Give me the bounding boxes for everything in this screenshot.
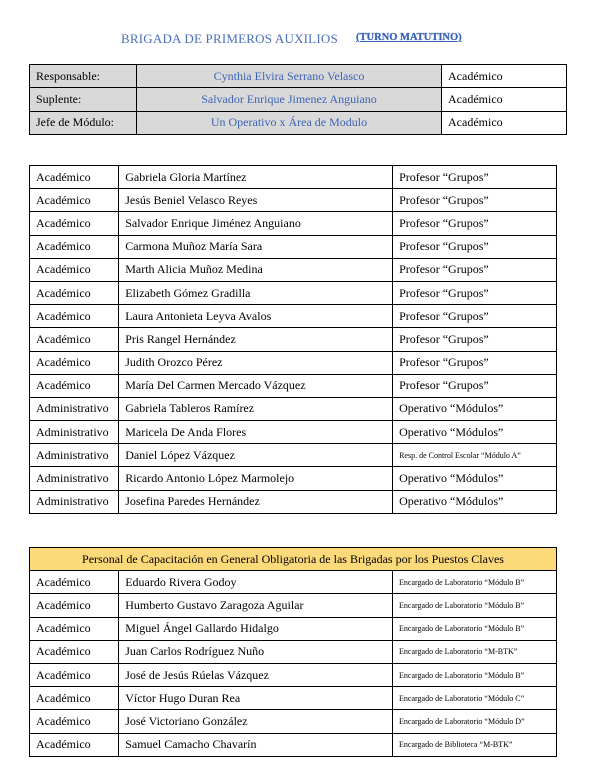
member-name: Laura Antonieta Leyva Avalos xyxy=(119,305,393,328)
training-name: José Victoriano González xyxy=(119,710,393,733)
training-header-row xyxy=(30,548,557,571)
member-row xyxy=(30,397,557,420)
training-area: Académico xyxy=(30,640,119,663)
training-post: Encargado de Biblioteca “M-BTK” xyxy=(393,733,557,756)
brigade-title: BRIGADA DE PRIMEROS AUXILIOS xyxy=(121,31,338,46)
training-name: Miguel Ángel Gallardo Hidalgo xyxy=(119,617,393,640)
member-row xyxy=(30,235,557,258)
leader-area: Académico xyxy=(442,111,567,134)
training-row xyxy=(30,571,557,594)
leader-area: Académico xyxy=(442,88,567,111)
member-name: Elizabeth Gómez Gradilla xyxy=(119,281,393,304)
leaders-table xyxy=(29,64,567,135)
training-row xyxy=(30,710,557,733)
training-post: Encargado de Laboratorio “Módulo C” xyxy=(393,687,557,710)
leader-role: Jefe de Módulo: xyxy=(30,111,137,134)
member-name: Jesús Beniel Velasco Reyes xyxy=(119,189,393,212)
leader-row xyxy=(30,88,567,111)
training-row xyxy=(30,594,557,617)
member-name: Carmona Muñoz María Sara xyxy=(119,235,393,258)
member-post: Operativo “Módulos” xyxy=(393,397,557,420)
member-row xyxy=(30,374,557,397)
member-post: Resp. de Control Escolar “Módulo A” xyxy=(393,444,557,467)
member-name: Daniel López Vázquez xyxy=(119,444,393,467)
document-title xyxy=(0,31,591,49)
member-area: Académico xyxy=(30,258,119,281)
training-post: Encargado de Laboratorio “Módulo B” xyxy=(393,663,557,686)
member-row xyxy=(30,166,557,189)
member-area: Académico xyxy=(30,212,119,235)
member-name: Josefina Paredes Hernández xyxy=(119,490,393,513)
training-header: Personal de Capacitación en General Obligatoria de las Brigadas por los Puestos Claves xyxy=(30,548,557,571)
training-name: Víctor Hugo Duran Rea xyxy=(119,687,393,710)
member-post: Operativo “Módulos” xyxy=(393,467,557,490)
member-name: Gabriela Tableros Ramírez xyxy=(119,397,393,420)
member-area: Administrativo xyxy=(30,397,119,420)
member-area: Administrativo xyxy=(30,467,119,490)
member-row xyxy=(30,305,557,328)
training-row xyxy=(30,687,557,710)
training-area: Académico xyxy=(30,687,119,710)
member-name: Ricardo Antonio López Marmolejo xyxy=(119,467,393,490)
member-post: Profesor “Grupos” xyxy=(393,189,557,212)
leader-name: Cynthia Elvira Serrano Velasco xyxy=(137,65,442,88)
member-post: Operativo “Módulos” xyxy=(393,421,557,444)
training-row xyxy=(30,640,557,663)
member-name: Gabriela Gloria Martínez xyxy=(119,166,393,189)
member-post: Profesor “Grupos” xyxy=(393,212,557,235)
training-table xyxy=(29,547,557,757)
training-area: Académico xyxy=(30,571,119,594)
leader-row xyxy=(30,111,567,134)
leader-role: Suplente: xyxy=(30,88,137,111)
member-name: Salvador Enrique Jiménez Anguiano xyxy=(119,212,393,235)
training-area: Académico xyxy=(30,663,119,686)
member-area: Administrativo xyxy=(30,490,119,513)
training-name: Eduardo Rivera Godoy xyxy=(119,571,393,594)
member-name: Maricela De Anda Flores xyxy=(119,421,393,444)
member-area: Administrativo xyxy=(30,444,119,467)
leader-row xyxy=(30,65,567,88)
training-name: Samuel Camacho Chavarín xyxy=(119,733,393,756)
member-area: Académico xyxy=(30,281,119,304)
member-post: Operativo “Módulos” xyxy=(393,490,557,513)
leader-name: Salvador Enrique Jimenez Anguiano xyxy=(137,88,442,111)
member-area: Académico xyxy=(30,189,119,212)
member-name: María Del Carmen Mercado Vázquez xyxy=(119,374,393,397)
training-row xyxy=(30,733,557,756)
member-post: Profesor “Grupos” xyxy=(393,235,557,258)
member-post: Profesor “Grupos” xyxy=(393,305,557,328)
member-post: Profesor “Grupos” xyxy=(393,374,557,397)
member-area: Académico xyxy=(30,235,119,258)
member-row xyxy=(30,328,557,351)
member-row xyxy=(30,421,557,444)
member-post: Profesor “Grupos” xyxy=(393,328,557,351)
member-post: Profesor “Grupos” xyxy=(393,281,557,304)
training-name: Juan Carlos Rodríguez Nuño xyxy=(119,640,393,663)
training-area: Académico xyxy=(30,594,119,617)
member-row xyxy=(30,281,557,304)
member-area: Académico xyxy=(30,374,119,397)
member-name: Marth Alicia Muñoz Medina xyxy=(119,258,393,281)
member-area: Académico xyxy=(30,351,119,374)
member-row xyxy=(30,444,557,467)
training-post: Encargado de Laboratorio “Módulo B” xyxy=(393,594,557,617)
member-row xyxy=(30,490,557,513)
training-row xyxy=(30,617,557,640)
member-post: Profesor “Grupos” xyxy=(393,166,557,189)
member-row xyxy=(30,467,557,490)
training-name: Humberto Gustavo Zaragoza Aguilar xyxy=(119,594,393,617)
member-post: Profesor “Grupos” xyxy=(393,351,557,374)
training-area: Académico xyxy=(30,733,119,756)
training-post: Encargado de Laboratorio “Módulo B” xyxy=(393,571,557,594)
member-row xyxy=(30,351,557,374)
member-row xyxy=(30,189,557,212)
member-row xyxy=(30,258,557,281)
training-post: Encargado de Laboratorio “Módulo D” xyxy=(393,710,557,733)
training-post: Encargado de Laboratorio “M-BTK” xyxy=(393,640,557,663)
member-post: Profesor “Grupos” xyxy=(393,258,557,281)
shift-label: (TURNO MATUTINO) xyxy=(356,32,462,43)
member-name: Judith Orozco Pérez xyxy=(119,351,393,374)
training-area: Académico xyxy=(30,617,119,640)
member-row xyxy=(30,212,557,235)
member-area: Académico xyxy=(30,166,119,189)
member-name: Pris Rangel Hernández xyxy=(119,328,393,351)
leader-role: Responsable: xyxy=(30,65,137,88)
training-name: José de Jesús Rúelas Vázquez xyxy=(119,663,393,686)
training-row xyxy=(30,663,557,686)
training-area: Académico xyxy=(30,710,119,733)
training-post: Encargado de Laboratorio “Módulo B” xyxy=(393,617,557,640)
members-table xyxy=(29,165,557,514)
member-area: Académico xyxy=(30,328,119,351)
member-area: Administrativo xyxy=(30,421,119,444)
member-area: Académico xyxy=(30,305,119,328)
leader-name: Un Operativo x Área de Modulo xyxy=(137,111,442,134)
leader-area: Académico xyxy=(442,65,567,88)
